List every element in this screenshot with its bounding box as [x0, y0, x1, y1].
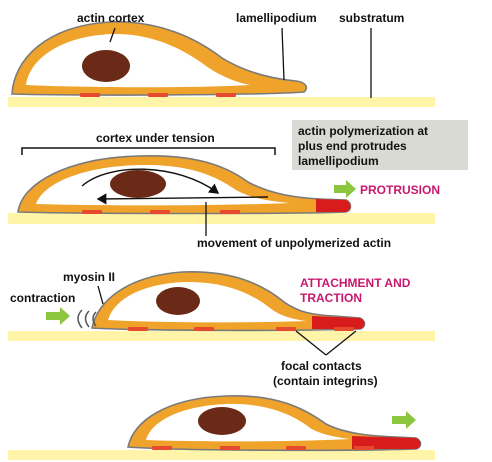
label-focal-contacts-line-2: (contain integrins) [273, 374, 378, 388]
panel-3 [8, 270, 435, 388]
label-substratum: substratum [339, 11, 405, 25]
label-focal-contacts-line-1: focal contacts [281, 359, 362, 373]
panel-4 [8, 396, 435, 460]
label-attachment-line-1: ATTACHMENT AND [300, 276, 411, 290]
protrusion-arrow-icon [334, 180, 356, 198]
label-protrusion: PROTRUSION [360, 183, 441, 197]
polymerization-note-line-1: actin polymerization at [298, 124, 429, 138]
nucleus-2 [110, 170, 166, 198]
label-attachment-line-2: TRACTION [300, 291, 362, 305]
polymerization-note-line-2: plus end protrudes [298, 139, 407, 153]
protrusion-tip-2 [316, 199, 351, 212]
label-contraction: contraction [10, 291, 76, 305]
polymerization-note-line-3: lamellipodium [298, 154, 379, 168]
nucleus-4 [198, 407, 246, 435]
label-myosin: myosin II [63, 270, 116, 284]
nucleus-3 [156, 287, 200, 315]
panel-1 [8, 11, 435, 107]
label-lamellipodium: lamellipodium [236, 11, 317, 25]
substratum-bar-4 [8, 450, 435, 460]
substratum-bar-2 [8, 213, 435, 224]
tension-bracket [22, 148, 275, 155]
panel-2 [8, 120, 468, 250]
label-actin-cortex: actin cortex [77, 11, 145, 25]
contraction-arrow-icon [46, 307, 70, 325]
label-cortex-under-tension: cortex under tension [96, 131, 215, 145]
substratum-bar-1 [8, 97, 435, 107]
migration-arrow-icon [392, 411, 416, 429]
label-movement: movement of unpolymerized actin [197, 236, 392, 250]
substratum-bar-3 [8, 331, 435, 341]
nucleus-1 [82, 50, 130, 82]
